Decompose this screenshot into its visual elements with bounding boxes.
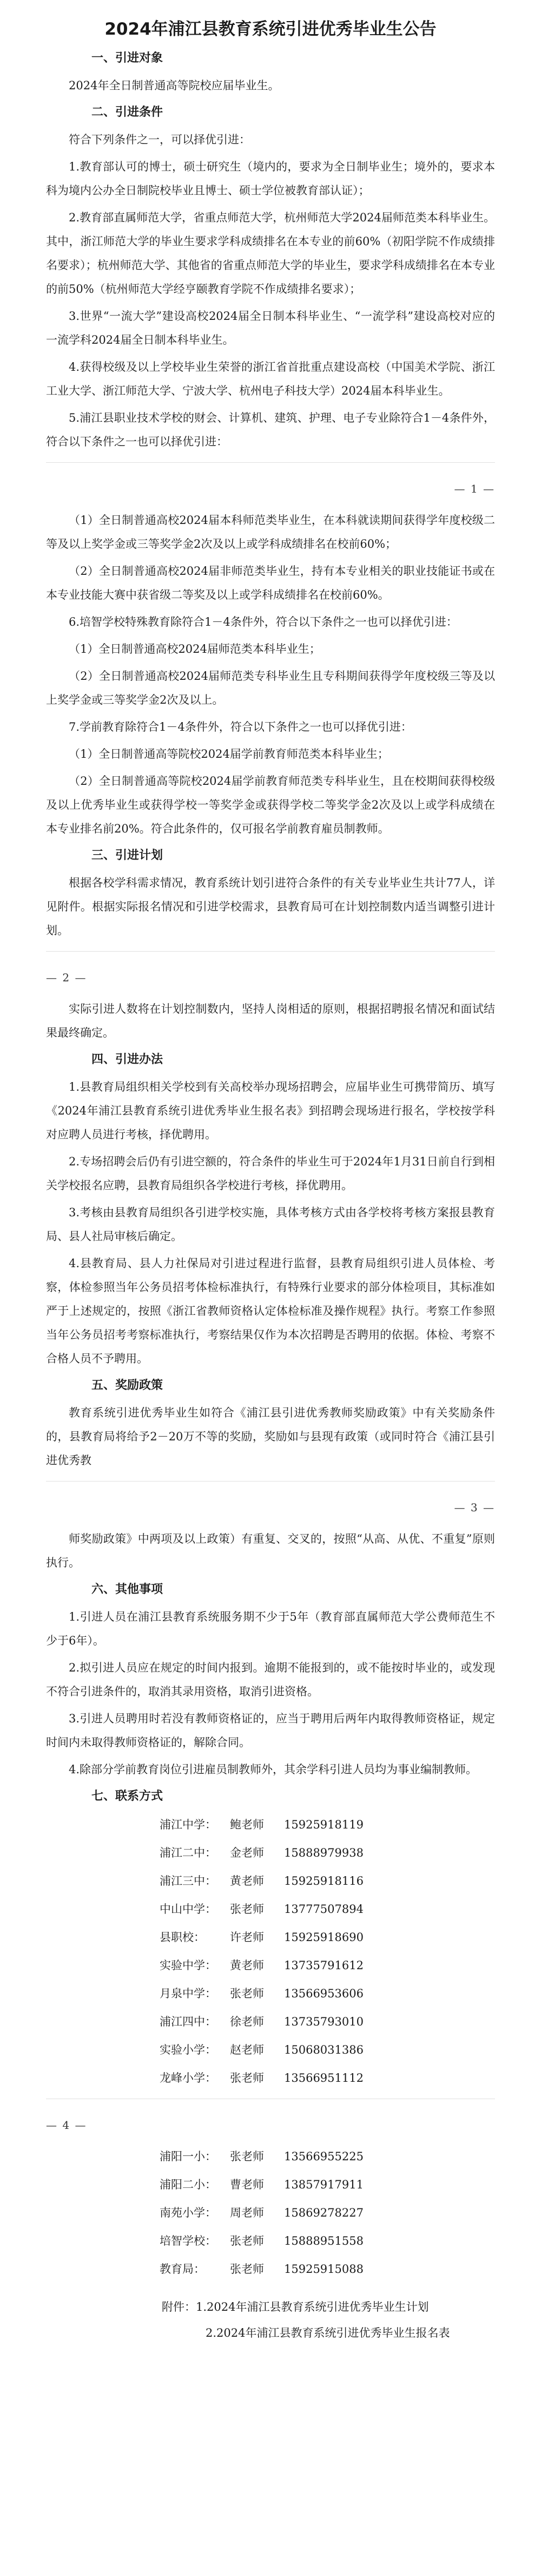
page-number: — 2 — — [46, 971, 87, 984]
paragraph: （1）全日制普通高校2024届师范类本科毕业生； — [69, 643, 321, 656]
contact-row — [46, 1925, 495, 1949]
contact-name: 周老师 — [230, 2206, 264, 2219]
paragraph: （1）全日制普通高等院校2024届学前教育师范类本科毕业生； — [69, 748, 389, 761]
contact-row — [46, 2173, 495, 2197]
contact-name: 徐老师 — [230, 2015, 264, 2028]
page-number: — 1 — — [454, 482, 495, 495]
contact-school: 县职校： — [160, 1931, 205, 1944]
section-heading: 三、引进计划 — [91, 849, 163, 862]
contact-row — [46, 2145, 495, 2168]
contact-row — [46, 2257, 495, 2281]
contact-name: 金老师 — [230, 1846, 264, 1859]
contact-phone: 13566951112 — [284, 2072, 364, 2085]
contact-phone: 15068031386 — [284, 2043, 364, 2056]
contact-row — [46, 1841, 495, 1865]
contact-phone: 13566953606 — [284, 1987, 364, 2000]
document-title: 2024年浦江县教育系统引进优秀毕业生公告 — [104, 19, 437, 39]
contact-phone: 13566955225 — [284, 2150, 364, 2163]
section-heading: 二、引进条件 — [91, 106, 163, 119]
paragraph: （2）全日制普通高校2024届师范类专科毕业生且专科期间获得学年度校级三等及以上奖学金或三等奖学金2次及以上。 — [46, 670, 495, 706]
contact-row — [46, 1897, 495, 1921]
paragraph: 4.除部分学前教育岗位引进雇员制教师外，其余学科引进人员均为事业编制教师。 — [69, 1763, 478, 1776]
contact-school: 龙峰小学： — [160, 2072, 216, 2085]
contact-row — [46, 1982, 495, 2005]
contact-school: 教育局： — [160, 2263, 205, 2276]
contact-phone: 15869278227 — [284, 2206, 364, 2219]
paragraph: 7.学前教育除符合1－4条件外，符合以下条件之一也可以择优引进： — [69, 720, 412, 733]
section-heading: 一、引进对象 — [91, 51, 163, 65]
contact-row — [46, 2201, 495, 2225]
paragraph: 4.获得校级及以上学校毕业生荣誉的浙江省首批重点建设高校（中国美术学院、浙江工业大学、浙江师范大学、宁波大学、杭州电子科技大学）2024届本科毕业生。 — [46, 360, 495, 397]
contact-phone: 15925918116 — [284, 1874, 364, 1887]
paragraph: （2）全日制普通高校2024届非师范类毕业生，持有本专业相关的职业技能证书或在本专业技能大赛中获省级二等奖及以上或学科成绩排名在校前60%。 — [46, 565, 495, 601]
contact-school: 培智学校： — [160, 2234, 216, 2247]
section-heading: 七、联系方式 — [91, 1790, 163, 1803]
section-heading: 四、引进办法 — [91, 1053, 163, 1066]
paragraph: 1.县教育局组织相关学校到有关高校举办现场招聘会，应届毕业生可携带简历、填写《2024年浦江县教育系统引进优秀毕业生报名表》到招聘会现场进行报名，学校按学科对应聘人员进行考核，择优聘用。 — [46, 1080, 495, 1141]
paragraph: 1.教育部认可的博士，硕士研究生（境内的，要求为全日制毕业生；境外的，要求本科为境内公办全日制院校毕业且博士、硕士学位被教育部认证）； — [46, 160, 495, 197]
paragraph: 教育系统引进优秀毕业生如符合《浦江县引进优秀教师奖励政策》中有关奖励条件的，县教育局将给予2－20万不等的奖励，奖励如与县现有政策（或同时符合《浦江县引进优秀教 — [46, 1406, 495, 1467]
page-number: — 3 — — [454, 1501, 495, 1514]
contact-name: 张老师 — [230, 2234, 264, 2247]
contact-school: 月泉中学： — [160, 1987, 216, 2000]
contact-name: 黄老师 — [230, 1874, 264, 1887]
contact-school: 南苑小学： — [160, 2206, 216, 2219]
contact-row — [46, 1869, 495, 1893]
paragraph: 4.县教育局、县人力社保局对引进过程进行监督，县教育局组织引进人员体检、考察，体检参照当年公务员招考体检标准执行，有特殊行业要求的部分体检项目，其标准如严于上述规定的，按照《浙江省教师资格认定体检标准及操作规程》执行。考察工作参照当年公务员招考考察标准执行，考察结果仅作为本次招聘是否聘用的依据。体检、考察不合格人员不予聘用。 — [46, 1257, 495, 1365]
paragraph: 符合下列条件之一，可以择优引进： — [69, 133, 250, 146]
contact-name: 张老师 — [230, 2263, 264, 2276]
contact-school: 浦阳一小： — [160, 2150, 216, 2163]
contact-name: 张老师 — [230, 1903, 264, 1916]
paragraph: 6.培智学校特殊教育除符合1－4条件外，符合以下条件之一也可以择优引进： — [69, 615, 458, 628]
contact-phone: 13735791612 — [284, 1959, 364, 1972]
contact-name: 张老师 — [230, 2072, 264, 2085]
contact-phone: 15925918690 — [284, 1931, 364, 1944]
contact-phone: 13777507894 — [284, 1903, 364, 1916]
attachment-line: 附件：1.2024年浦江县教育系统引进优秀毕业生计划 — [162, 2300, 429, 2313]
paragraph: 1.引进人员在浦江县教育系统服务期不少于5年（教育部直属师范大学公费师范生不少于6年）。 — [46, 1610, 495, 1647]
contact-school: 浦江四中： — [160, 2015, 216, 2028]
contact-school: 浦江三中： — [160, 1874, 216, 1887]
page-divider — [46, 1481, 495, 1482]
paragraph: （1）全日制普通高校2024届本科师范类毕业生，在本科就读期间获得学年度校级二等及以上奖学金或三等奖学金2次及以上或学科成绩排名在校前60%； — [46, 514, 495, 550]
contact-list — [46, 1813, 495, 2090]
contact-row — [46, 2229, 495, 2253]
paragraph: 2024年全日制普通高等院校应届毕业生。 — [69, 79, 280, 92]
section-heading: 六、其他事项 — [91, 1583, 163, 1596]
contact-school: 浦江中学： — [160, 1818, 216, 1831]
paragraph: 2.教育部直属师范大学，省重点师范大学，杭州师范大学2024届师范类本科毕业生。其中，浙江师范大学的毕业生要求学科成绩排名在本专业的前60%（初阳学院不作成绩排名要求）；杭州师范大学、其他省的省重点师范大学的毕业生，要求学科成绩排名在本专业的前50%（杭州师范大学经亨颐教育学院不作成绩排名要求）； — [46, 211, 495, 296]
attachment-line: 2.2024年浦江县教育系统引进优秀毕业生报名表 — [206, 2326, 450, 2339]
paragraph: 2.拟引进人员应在规定的时间内报到。逾期不能报到的，或不能按时毕业的，或发现不符合引进条件的，取消其录用资格，取消引进资格。 — [46, 1661, 495, 1698]
contact-name: 赵老师 — [230, 2043, 264, 2056]
contact-row — [46, 2066, 495, 2090]
contact-name: 张老师 — [230, 1987, 264, 2000]
contact-school: 实验小学： — [160, 2043, 216, 2056]
paragraph: 师奖励政策》中两项及以上政策）有重复、交叉的，按照“从高、从优、不重复”原则执行。 — [46, 1532, 495, 1569]
contact-phone: 15925918119 — [284, 1818, 364, 1831]
page-number: — 4 — — [46, 2119, 87, 2132]
paragraph: 5.浦江县职业技术学校的财会、计算机、建筑、护理、电子专业除符合1－4条件外，符合以下条件之一也可以择优引进： — [46, 411, 495, 448]
contact-school: 浦江二中： — [160, 1846, 216, 1859]
contact-school: 实验中学： — [160, 1959, 216, 1972]
paragraph: 2.专场招聘会后仍有引进空额的，符合条件的毕业生可于2024年1月31日前自行到相关学校报名应聘，县教育局组织各学校进行考核，择优聘用。 — [46, 1155, 495, 1192]
contact-row — [46, 2010, 495, 2034]
contact-school: 中山中学： — [160, 1903, 216, 1916]
contact-row — [46, 1813, 495, 1837]
contact-phone: 15925915088 — [284, 2263, 364, 2276]
contact-name: 张老师 — [230, 2150, 264, 2163]
contact-name: 曹老师 — [230, 2178, 264, 2191]
contact-row — [46, 1954, 495, 1977]
section-heading: 五、奖励政策 — [91, 1379, 163, 1392]
contact-name: 黄老师 — [230, 1959, 264, 1972]
paragraph: （2）全日制普通高等院校2024届学前教育师范类专科毕业生，且在校期间获得校级及以上优秀毕业生或获得学校一等奖学金或获得学校二等奖学金2次及以上或学科成绩在本专业排名前20%。符合此条件的，仅可报名学前教育雇员制教师。 — [46, 775, 495, 835]
contact-phone: 15888979938 — [284, 1846, 364, 1859]
contact-phone: 13857917911 — [284, 2178, 364, 2191]
contact-phone: 13735793010 — [284, 2015, 364, 2028]
page-divider — [46, 462, 495, 463]
paragraph: 3.世界“一流大学”建设高校2024届全日制本科毕业生、“一流学科”建设高校对应的一流学科2024届全日制本科毕业生。 — [46, 310, 495, 346]
contact-school: 浦阳二小： — [160, 2178, 216, 2191]
paragraph: 根据各校学科需求情况，教育系统计划引进符合条件的有关专业毕业生共计77人，详见附件。根据实际报名情况和引进学校需求，县教育局可在计划控制数内适当调整引进计划。 — [46, 876, 495, 937]
contact-phone: 15888951558 — [284, 2234, 364, 2247]
paragraph: 3.考核由县教育局组织各引进学校实施，具体考核方式由各学校将考核方案报县教育局、县人社局审核后确定。 — [46, 1206, 495, 1243]
contact-name: 许老师 — [230, 1931, 264, 1944]
contact-row — [46, 2038, 495, 2062]
paragraph: 实际引进人数将在计划控制数内，坚持人岗相适的原则，根据招聘报名情况和面试结果最终确定。 — [46, 1002, 495, 1039]
contact-name: 鲍老师 — [230, 1818, 264, 1831]
contact-list — [46, 2145, 495, 2281]
paragraph: 3.引进人员聘用时若没有教师资格证的，应当于聘用后两年内取得教师资格证，规定时间内未取得教师资格证的，解除合同。 — [46, 1712, 495, 1749]
page-divider — [46, 951, 495, 952]
